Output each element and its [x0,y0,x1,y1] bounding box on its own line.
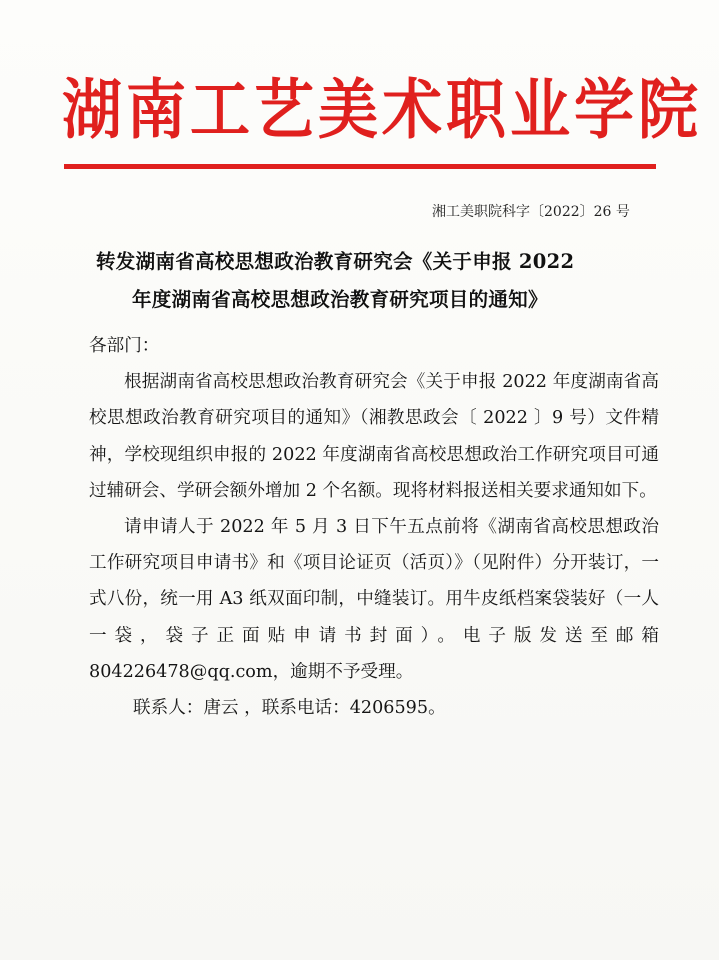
body-paragraph-2: 请申请人于 2022 年 5 月 3 日下午五点前将《湖南省高校思想政治工作研究项目申请书》和《项目论证页（活页）》（见附件）分开装订，一式八份，统一用 A3 纸双面印制，中缝装订。用牛皮纸档案袋装好（一人一袋，袋子正面贴申请书封面）。电子版发送至邮箱 804226478@qq.com，逾期不予受理。 [89,517,659,682]
salutation: 各部门： [89,336,160,356]
institution-letterhead: 湖南工艺美术职业学院 [62,72,702,149]
document-number: 湘工美职院科字〔2022〕26 号 [432,204,630,220]
document-body [89,328,659,726]
body-paragraph-1: 根据湖南省高校思想政治教育研究会《关于申报 2022 年度湖南省高校思想政治教育研究项目的通知》（湘教思政会〔 2022 〕9 号）文件精神，学校现组织申报的 2022 年度湖南省高校思想政治工作研究项目可通过辅研会、学研会额外增加 2 个名额。现将材料报送相关要求通知如下。 [89,372,659,501]
contact-line: 联系人：唐云 ，联系电话：4206595。 [133,698,446,719]
document-title [96,243,656,319]
document-title-line-1: 转发湖南省高校思想政治教育研究会《关于申报 2022 [96,250,575,273]
letterhead-red-rule [64,164,656,169]
document-title-line-2: 年度湖南省高校思想政治教育研究项目的通知》 [132,288,548,311]
